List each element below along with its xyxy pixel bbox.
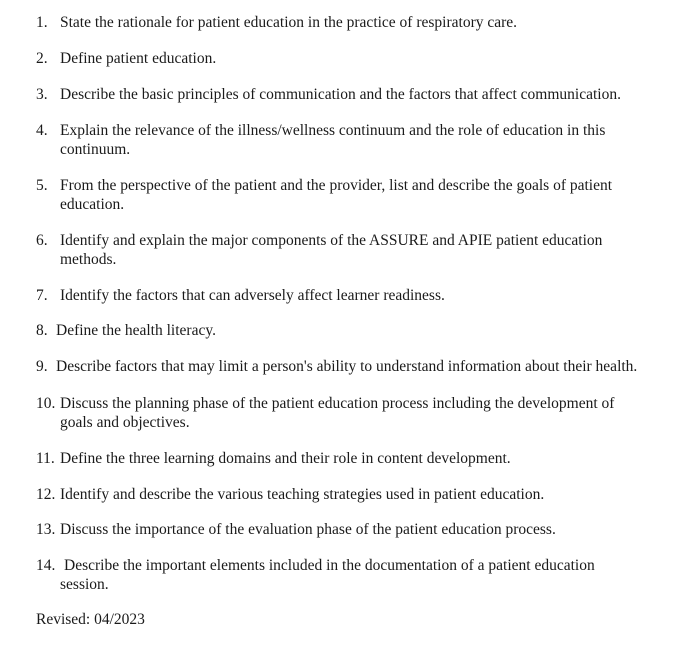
objective-number: 13. (36, 521, 56, 538)
objective-text: Describe the basic principles of communication and the factors that affect communication. (60, 86, 621, 103)
objective-item-12 (36, 485, 544, 504)
objective-text: Explain the relevance of the illness/wellness continuum and the role of education in this (60, 122, 606, 139)
objective-number: 1. (36, 14, 48, 31)
objective-number: 5. (36, 177, 48, 194)
objective-number: 12. (36, 486, 56, 503)
objective-number: 14. (36, 557, 56, 574)
objective-text: State the rationale for patient education in the practice of respiratory care. (60, 14, 518, 31)
objective-text-continued: education. (60, 196, 125, 213)
objective-text: Define the health literacy. (56, 322, 216, 339)
objective-item-13 (36, 520, 556, 539)
objective-number: 6. (36, 232, 48, 249)
objective-item-8 (36, 321, 216, 340)
objective-text: Identify the factors that can adversely affect learner readiness. (60, 287, 445, 304)
objective-text: Describe factors that may limit a person's ability to understand information about their health. (56, 358, 638, 375)
objective-number: 10. (36, 395, 56, 412)
objective-number: 9. (36, 358, 48, 375)
objective-text: From the perspective of the patient and the provider, list and describe the goals of patient (60, 177, 613, 194)
objective-item-9 (36, 357, 637, 376)
objective-item-6 (36, 231, 602, 269)
objective-text: Discuss the importance of the evaluation phase of the patient education process. (60, 521, 556, 538)
objective-item-4 (36, 121, 605, 159)
objective-text-continued: continuum. (60, 141, 131, 158)
objective-item-11 (36, 449, 511, 468)
objective-item-10 (36, 394, 614, 432)
objective-number: 4. (36, 122, 48, 139)
objective-text: Identify and explain the major components of the ASSURE and APIE patient education (60, 232, 603, 249)
objective-item-3 (36, 85, 621, 104)
revised-date: Revised: 04/2023 (36, 611, 145, 628)
objective-number: 8. (36, 322, 48, 339)
objective-text: Describe the important elements included in the documentation of a patient education (64, 557, 595, 574)
objective-text-continued: goals and objectives. (60, 414, 190, 431)
objective-item-2 (36, 49, 216, 68)
objective-item-5 (36, 176, 612, 214)
objective-text: Define the three learning domains and their role in content development. (60, 450, 511, 467)
objective-item-7 (36, 286, 445, 305)
objective-text: Discuss the planning phase of the patient education process including the development of (60, 395, 615, 412)
objective-number: 3. (36, 86, 48, 103)
objective-item-1 (36, 13, 517, 32)
objective-text: Identify and describe the various teaching strategies used in patient education. (60, 486, 545, 503)
objective-item-14 (36, 556, 595, 594)
objective-number: 2. (36, 50, 48, 67)
objective-text: Define patient education. (60, 50, 217, 67)
objective-text-continued: methods. (60, 251, 117, 268)
objective-number: 7. (36, 287, 48, 304)
objective-text-continued: session. (60, 576, 109, 593)
objective-number: 11. (36, 450, 55, 467)
